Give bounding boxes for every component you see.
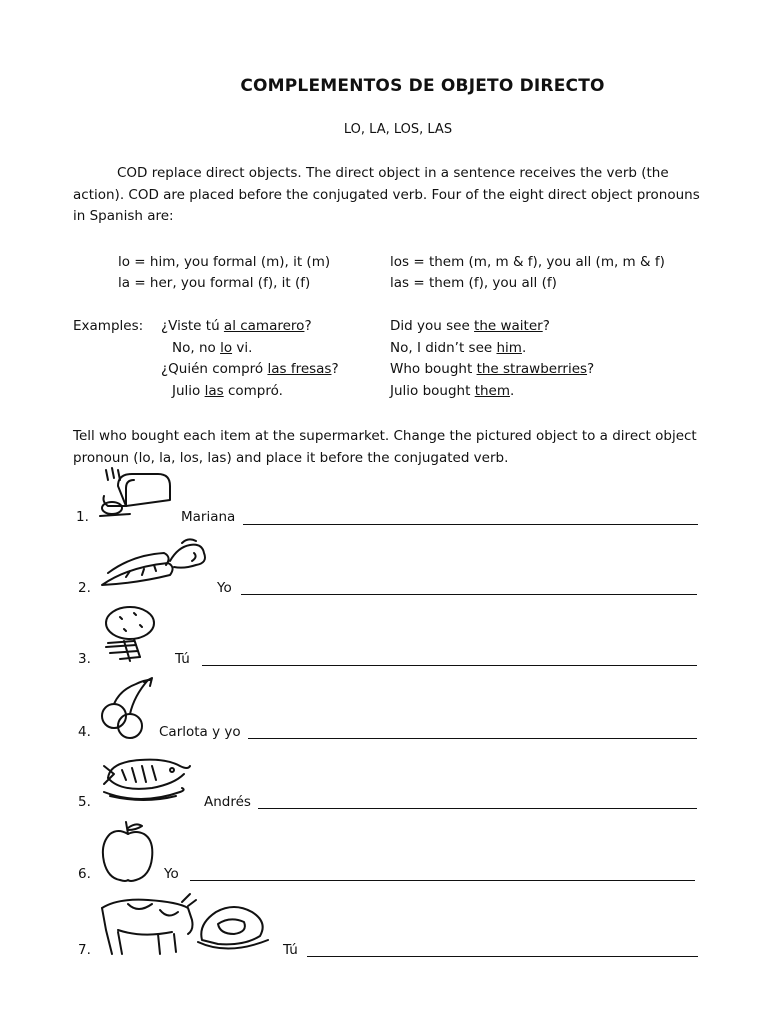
pronoun-los: los = them (m, m & f), you all (m, m & f) [390,254,665,270]
examples-label: Examples: [73,318,144,334]
cow-steak-icon [98,890,278,960]
item-subject-4: Carlota y yo [159,724,241,740]
pronoun-la: la = her, you formal (f), it (f) [118,275,311,291]
item-subject-2: Yo [217,580,232,596]
item-subject-5: Andrés [204,794,251,810]
example-en-3: Who bought the strawberries? [390,361,595,377]
answer-line-5[interactable] [258,808,697,809]
item-number-3: 3. [78,651,91,667]
intro-paragraph: COD replace direct objects. The direct object in a sentence receives the verb (the action). COD are placed before the conjugated verb. Four of the eight direct object pronouns in Spanish are: [73,165,700,224]
answer-line-7[interactable] [307,956,698,957]
example-en-1: Did you see the waiter? [390,318,550,334]
answer-line-2[interactable] [241,594,697,595]
example-es-2: No, no lo vi. [172,340,253,356]
item-subject-6: Yo [164,866,179,882]
item-number-7: 7. [78,942,91,958]
item-subject-7: Tú [283,942,298,958]
item-number-4: 4. [78,724,91,740]
page-title: COMPLEMENTOS DE OBJETO DIRECTO [240,76,605,96]
item-subject-1: Mariana [181,509,236,525]
bread-icon [96,466,176,521]
example-en-4: Julio bought them. [390,383,515,399]
fish-icon [100,752,194,806]
item-number-5: 5. [78,794,91,810]
apple-icon [98,818,158,886]
answer-line-6[interactable] [190,880,695,881]
item-number-6: 6. [78,866,91,882]
item-subject-3: Tú [175,651,190,667]
example-es-1: ¿Viste tú al camarero? [161,318,312,334]
example-es-4: Julio las compró. [172,383,283,399]
pronoun-las: las = them (f), you all (f) [390,275,557,291]
answer-line-4[interactable] [248,738,697,739]
carrots-icon [98,537,210,593]
instructions-paragraph: Tell who bought each item at the supermarket. Change the pictured object to a direct object pronoun (lo, la, los, las) and place it before the conjugated verb. [73,428,697,466]
item-number-1: 1. [76,509,89,525]
answer-line-1[interactable] [243,524,698,525]
example-en-2: No, I didn’t see him. [390,340,527,356]
page-subtitle: LO, LA, LOS, LAS [343,122,453,137]
potato-fries-icon [100,603,164,665]
example-es-3: ¿Quién compró las fresas? [161,361,339,377]
item-number-2: 2. [78,580,91,596]
pronoun-lo: lo = him, you formal (m), it (m) [118,254,331,270]
cherries-icon [100,676,158,740]
answer-line-3[interactable] [202,665,697,666]
